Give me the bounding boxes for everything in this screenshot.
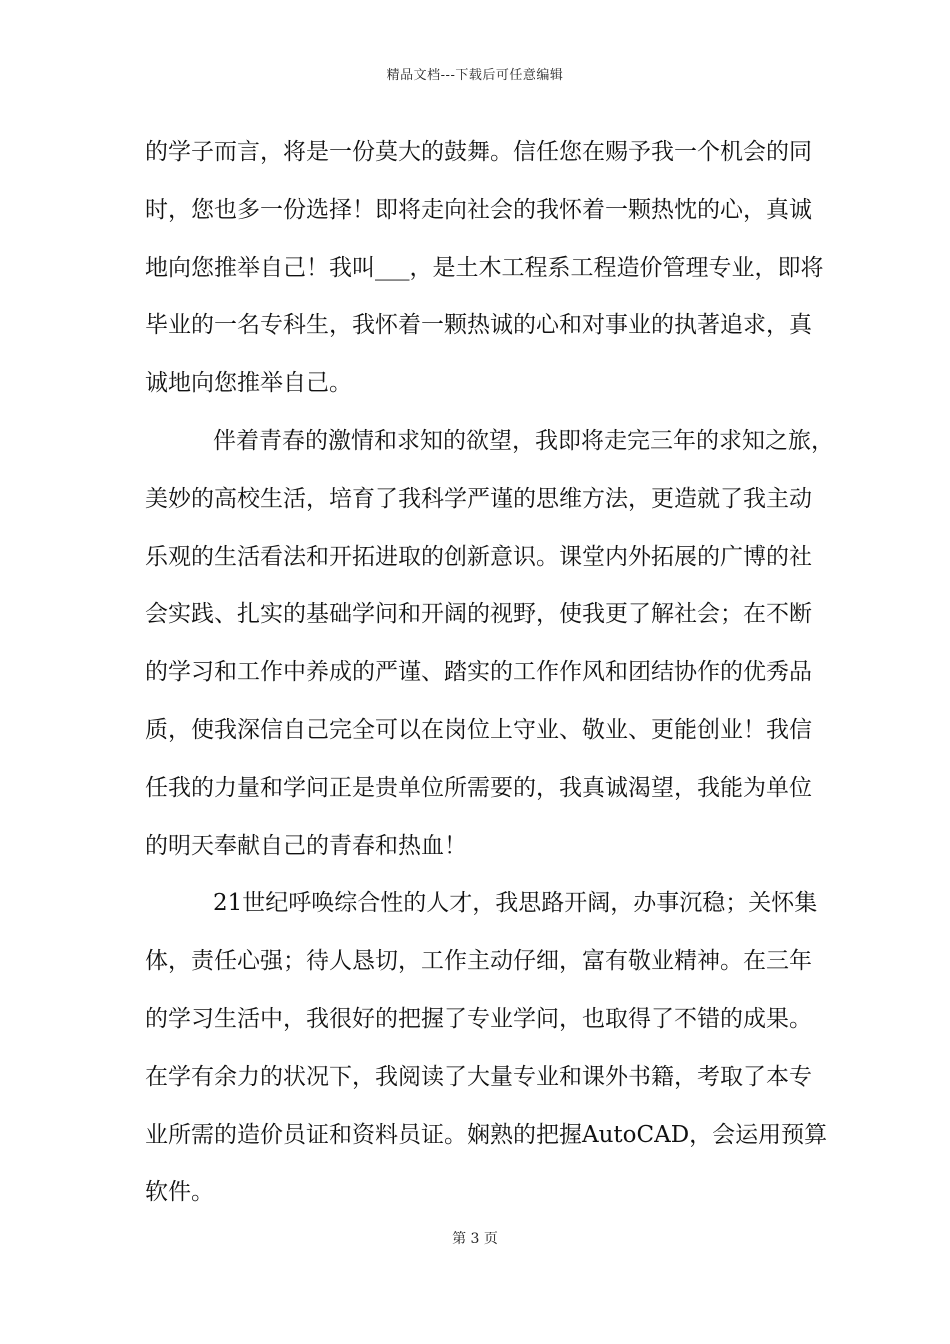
text-line: 业所需的造价员证和资料员证。娴熟的把握AutoCAD，会运用预算 [145, 1121, 828, 1148]
text-line: 的学子而言，将是一份莫大的鼓舞。信任您在赐予我一个机会的同 [145, 139, 812, 165]
text-line: 任我的力量和学问正是贵单位所需要的，我真诚渴望，我能为单位 [145, 774, 812, 801]
text-line: 质，使我深信自己完全可以在岗位上守业、敬业、更能创业！我信 [145, 716, 812, 743]
page-number: 第 3 页 [452, 1231, 498, 1247]
text-line: 毕业的一名专科生，我怀着一颗热诚的心和对事业的执著追求，真 [145, 312, 812, 339]
text-line: 会实践、扎实的基础学问和开阔的视野，使我更了解社会；在不断 [145, 601, 812, 628]
text-line: 地向您推举自己！我叫___，是土木工程系工程造价管理专业，即将 [145, 254, 824, 281]
text-line: 美妙的高校生活，培育了我科学严谨的思维方法，更造就了我主动 [145, 485, 812, 512]
page-header: 精品文档---下载后可任意编辑 [386, 68, 564, 83]
text-line: 软件。 [145, 1179, 214, 1206]
document-body [145, 130, 834, 1228]
paragraph-first-line: 21世纪呼唤综合性的人才，我思路开阔，办事沉稳；关怀集 [213, 890, 818, 917]
text-line: 的明天奉献自己的青春和热血！ [145, 832, 467, 859]
text-line: 的学习生活中，我很好的把握了专业学问，也取得了不错的成果。 [145, 1005, 812, 1032]
text-line: 体，责任心强；待人恳切，工作主动仔细，富有敬业精神。在三年 [145, 948, 812, 975]
text-line: 在学有余力的状况下，我阅读了大量专业和课外书籍，考取了本专 [145, 1063, 812, 1090]
text-line: 的学习和工作中养成的严谨、踏实的工作作风和团结协作的优秀品 [145, 659, 812, 686]
text-line: 时，您也多一份选择！即将走向社会的我怀着一颗热忱的心，真诚 [145, 196, 812, 223]
text-line: 诚地向您推举自己。 [145, 370, 352, 397]
paragraph-first-line: 伴着青春的激情和求知的欲望，我即将走完三年的求知之旅， [213, 427, 834, 454]
text-line: 乐观的生活看法和开拓进取的创新意识。课堂内外拓展的广博的社 [145, 543, 812, 570]
